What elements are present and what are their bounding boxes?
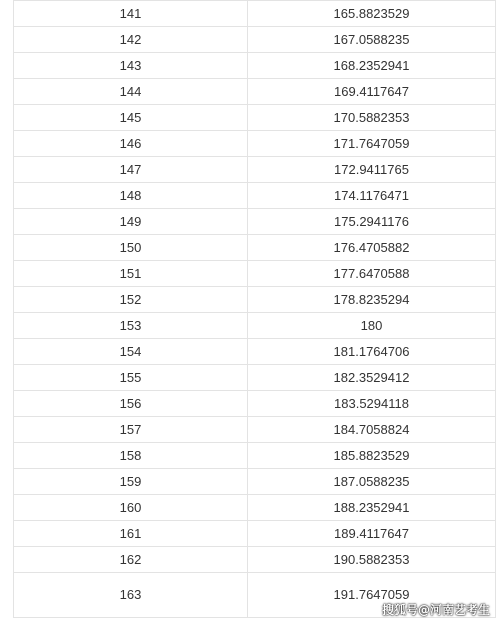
score-cell: 142 <box>14 27 248 53</box>
table-row <box>14 443 496 469</box>
table-row <box>14 235 496 261</box>
converted-value-cell: 177.6470588 <box>248 261 496 287</box>
converted-value-text: 191.7647059 <box>333 587 410 602</box>
table-row <box>14 339 496 365</box>
score-cell: 155 <box>14 365 248 391</box>
score-cell: 143 <box>14 53 248 79</box>
table-row <box>14 365 496 391</box>
converted-value-cell: 185.8823529 <box>248 443 496 469</box>
converted-value-cell: 174.1176471 <box>248 183 496 209</box>
table-row <box>14 105 496 131</box>
converted-value-cell: 178.8235294 <box>248 287 496 313</box>
table-row <box>14 495 496 521</box>
table-row <box>14 287 496 313</box>
converted-value-cell: 172.9411765 <box>248 157 496 183</box>
table-row <box>14 131 496 157</box>
table-row <box>14 209 496 235</box>
converted-value-cell: 168.2352941 <box>248 53 496 79</box>
table-row <box>14 157 496 183</box>
table-body <box>14 1 496 618</box>
converted-value-cell: 165.8823529 <box>248 1 496 27</box>
score-cell: 161 <box>14 521 248 547</box>
table-row <box>14 521 496 547</box>
score-cell: 150 <box>14 235 248 261</box>
score-cell: 149 <box>14 209 248 235</box>
converted-value-cell: 170.5882353 <box>248 105 496 131</box>
score-conversion-table <box>13 0 496 618</box>
table-row <box>14 183 496 209</box>
converted-value-cell: 180 <box>248 313 496 339</box>
converted-value-cell: 188.2352941 <box>248 495 496 521</box>
converted-value-cell: 190.5882353 <box>248 547 496 573</box>
score-cell: 148 <box>14 183 248 209</box>
table-row <box>14 313 496 339</box>
watermark-text: 搜狐号@河南艺考生 <box>381 603 490 617</box>
converted-value-cell: 182.3529412 <box>248 365 496 391</box>
score-cell: 157 <box>14 417 248 443</box>
converted-value-cell: 189.4117647 <box>248 521 496 547</box>
converted-value-cell: 187.0588235 <box>248 469 496 495</box>
score-cell: 147 <box>14 157 248 183</box>
converted-value-cell: 176.4705882 <box>248 235 496 261</box>
score-cell: 153 <box>14 313 248 339</box>
score-cell: 152 <box>14 287 248 313</box>
converted-value-cell: 169.4117647 <box>248 79 496 105</box>
converted-value-cell: 183.5294118 <box>248 391 496 417</box>
table-row <box>14 261 496 287</box>
converted-value-cell: 167.0588235 <box>248 27 496 53</box>
score-cell: 156 <box>14 391 248 417</box>
score-cell: 145 <box>14 105 248 131</box>
score-cell: 144 <box>14 79 248 105</box>
score-cell: 159 <box>14 469 248 495</box>
score-cell: 154 <box>14 339 248 365</box>
table-row <box>14 391 496 417</box>
table-row <box>14 417 496 443</box>
converted-value-cell: 171.7647059 <box>248 131 496 157</box>
converted-value-cell: 184.7058824 <box>248 417 496 443</box>
score-cell: 141 <box>14 1 248 27</box>
score-cell: 158 <box>14 443 248 469</box>
score-cell: 151 <box>14 261 248 287</box>
score-cell: 162 <box>14 547 248 573</box>
score-cell: 163 <box>14 573 248 618</box>
score-cell: 160 <box>14 495 248 521</box>
converted-value-cell: 181.1764706 <box>248 339 496 365</box>
table-row <box>14 1 496 27</box>
table-row <box>14 27 496 53</box>
converted-value-cell: 175.2941176 <box>248 209 496 235</box>
score-cell: 146 <box>14 131 248 157</box>
table-row <box>14 53 496 79</box>
table-row <box>14 547 496 573</box>
table-row <box>14 469 496 495</box>
table-row <box>14 79 496 105</box>
